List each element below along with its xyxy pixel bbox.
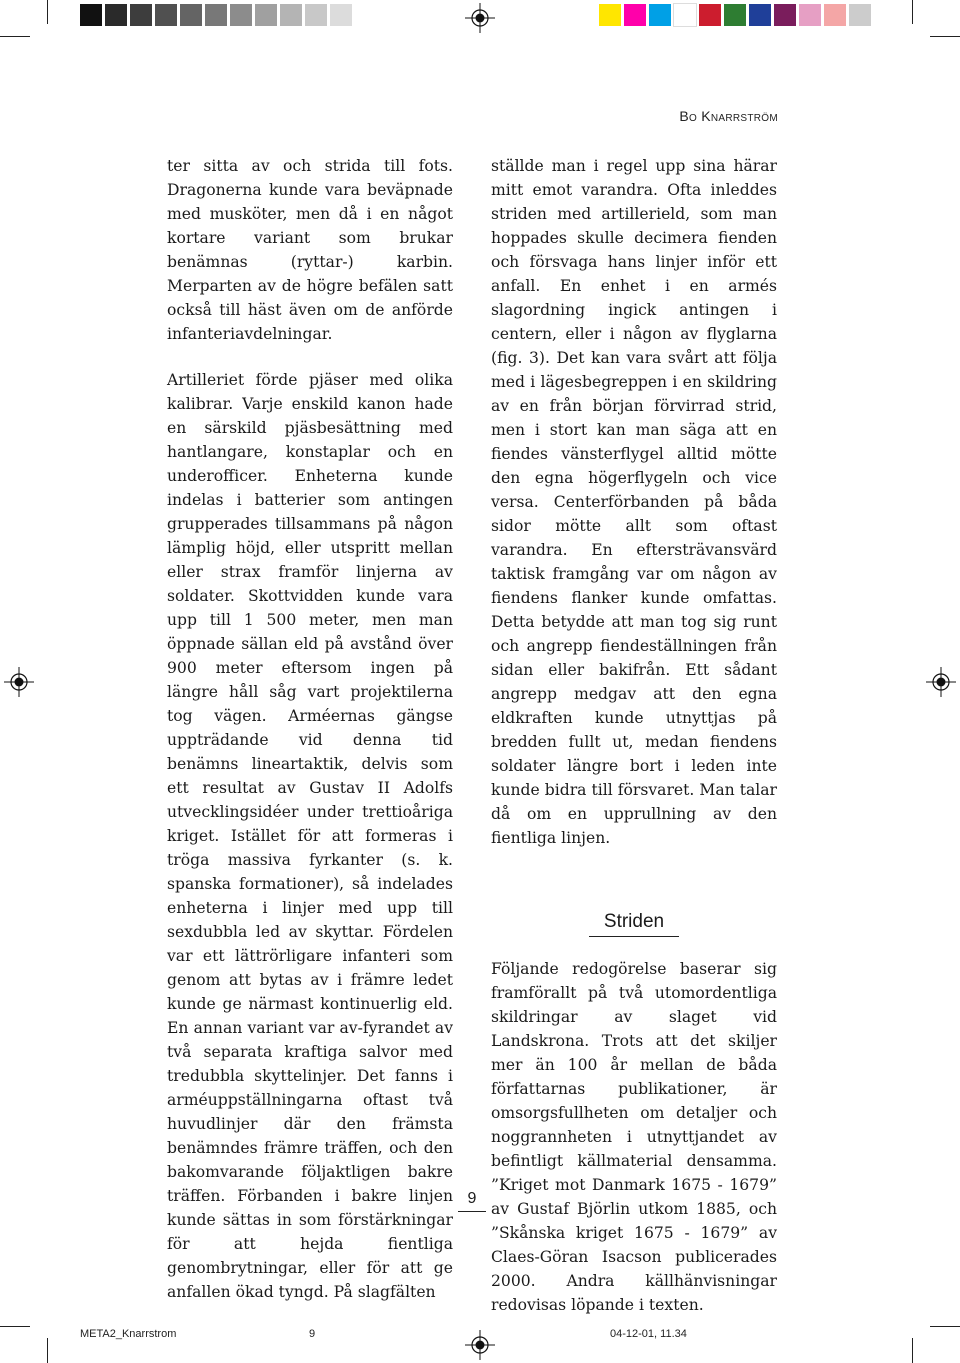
color-swatch [799, 4, 821, 26]
crop-mark [47, 1338, 48, 1363]
grayscale-color-bar [80, 4, 355, 26]
color-swatch [749, 4, 771, 26]
color-swatch [180, 4, 202, 26]
crop-mark [930, 1326, 960, 1327]
color-swatch [774, 4, 796, 26]
color-swatch [824, 4, 846, 26]
registration-mark-icon [465, 3, 495, 33]
registration-mark-icon [926, 667, 956, 697]
color-swatch [674, 4, 696, 26]
page-number: 9 [458, 1190, 486, 1212]
crop-mark [930, 36, 960, 37]
body-paragraph: ter sitta av och strida till fots. Dragonerna kunde vara beväpnade med musköter, men då i en något kortare variant som brukar benämnas (ryttar-) karbin. Merparten av de högre befälen satt också till häst även om de anförde infanteriavdelningar. [167, 157, 453, 343]
crop-mark [912, 0, 913, 24]
color-swatch [130, 4, 152, 26]
color-swatch [699, 4, 721, 26]
section-heading: Striden [589, 910, 679, 937]
crop-mark [0, 1326, 30, 1327]
registration-mark-icon [465, 1330, 495, 1360]
color-swatch [305, 4, 327, 26]
crop-mark [0, 36, 30, 37]
color-swatch [280, 4, 302, 26]
color-swatch [724, 4, 746, 26]
crop-mark [912, 1338, 913, 1363]
color-swatch [230, 4, 252, 26]
body-paragraph: ställde man i regel upp sina härar mitt emot varandra. Ofta inleddes striden med artillerield, som man hoppades skulle decimera fienden och försvaga hans linjer inför ett anfall. En enhet i en armés slagordning ingick antingen i centern, eller i någon av flyglarna (fig. 3). Det kan vara svårt att följa med i lägesbegreppen i en skildring av en från början förvirrad strid, men i stort kan man säga att en fiendes vänsterflygel alltid mötte den egna högerflygeln och vice versa. Centerförbanden på båda sidor mötte allt som oftast varandra. En eftersträvansvärd taktisk framgång var om någon av fiendens flanker kunde omfattas. Detta betydde att man tog sig runt och angrepp fiendeställningen från sidan eller bakifrån. Ett sådant angrepp medgav att den egna eldkraften kunde utnyttjas på bredden fullt ut, medan fiendens soldater längre bort i leden inte kunde bidra till försvaret. Man talar då om en upprullning av den fientliga linjen. [491, 157, 777, 847]
slug-filename: META2_Knarrstrom [80, 1328, 177, 1340]
color-swatch [330, 4, 352, 26]
process-color-bar [599, 4, 874, 26]
color-swatch [599, 4, 621, 26]
crop-mark [47, 0, 48, 24]
body-paragraph: Följande redogörelse baserar sig framförallt på två utomordentliga skildringar av slaget vid Landskrona. Trots att det skiljer mer än 100 år mellan de båda författarnas publikationer, är omsorgsfullheten om detaljer och noggrannheten i utnyttjandet av befintligt källmaterial densamma. ”Kriget mot Danmark 1675 - 1679” av Gustaf Björlin utkom 1885, och ”Skånska kriget 1675 - 1679” av Claes-Göran Isacson publicerades 2000. Andra källhänvisningar redovisas löpande i texten. [491, 960, 777, 1314]
body-paragraph: Artilleriet förde pjäser med olika kalibrar. Varje enskild kanon hade en särskild pjäsbesättning med hantlangare, konstaplar och en underofficer. Enheterna kunde indelas i batterier som antingen grupperades tillsammans på någon lämplig höjd, eller utspritt mellan eller strax framför linjerna av soldater. Skottvidden kunde vara upp till 1 500 meter, men man öppnade sällan eld på avstånd över 900 meter eftersom ingen på längre håll såg vart projektilerna tog vägen. Arméernas gängse uppträdande vid denna tid benämns lineartaktik, delvis som ett resultat av Gustav II Adolfs utvecklingsidéer under trettioåriga kriget. Istället för att formeras i tröga massiva fyrkanter (s. k. spanska formationer), så indelades enheterna i linjer med upp till sexdubbla led av skyttar. Fördelen var ett lättrörligare infanteri som genom att bytas av i främre ledet kunde ge närmast kontinuerlig eld. En annan variant var av-fyrandet av två separata kraftiga salvor med tredubbla skyttelinjer. Det fanns i arméuppställningarna oftast två huvudlinjer där den främsta benämndes främre träffen, och den bakomvarande följaktligen bakre träffen. Förbanden i bakre linjen kunde sättas in som förstärkningar för att hejda fientliga genombrytningar, eller för att ge anfallen ökad tyngd. På slagfälten [167, 371, 453, 1301]
color-swatch [155, 4, 177, 26]
left-text-column [167, 154, 453, 1304]
color-swatch [80, 4, 102, 26]
color-swatch [205, 4, 227, 26]
color-swatch [105, 4, 127, 26]
slug-page: 9 [309, 1328, 316, 1340]
registration-mark-icon [4, 667, 34, 697]
color-swatch [624, 4, 646, 26]
color-swatch [255, 4, 277, 26]
right-text-column [491, 154, 777, 1317]
running-header-author: Bo Knarrström [679, 108, 778, 124]
color-swatch [649, 4, 671, 26]
color-swatch [849, 4, 871, 26]
slug-timestamp: 04-12-01, 11.34 [610, 1328, 687, 1340]
